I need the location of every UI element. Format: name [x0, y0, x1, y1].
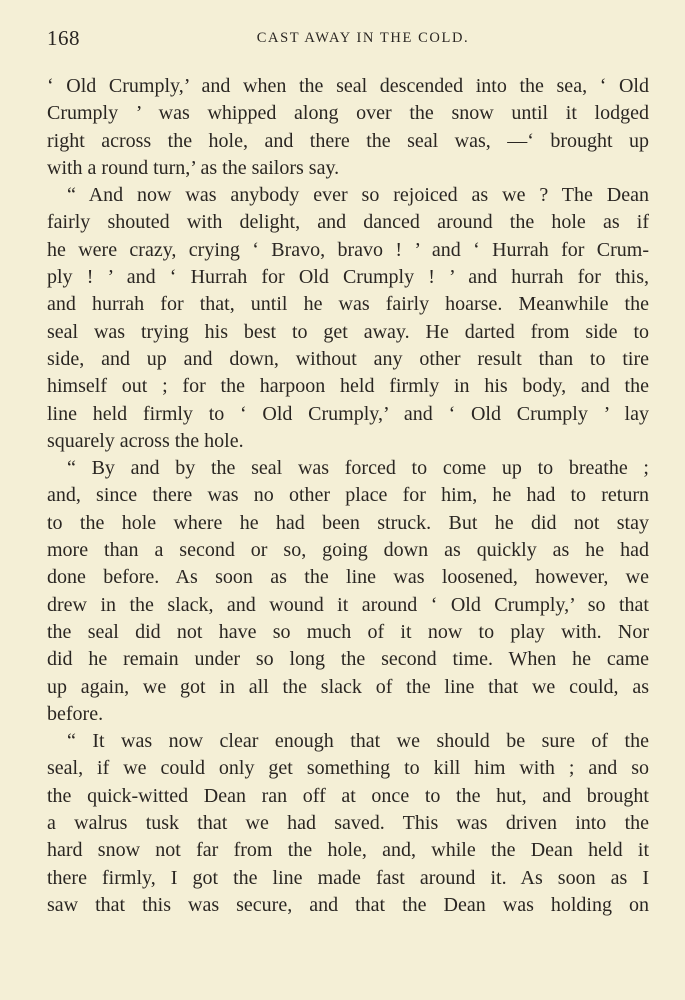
text-line: hard snow not far from the hole, and, while the Dean held it [47, 839, 649, 862]
text-line: ‘ Old Crumply,’ and when the seal descended into the sea, ‘ Old [47, 75, 649, 97]
text-line: “ By and by the seal was forced to come up to breathe ; [67, 457, 649, 480]
text-line: line held firmly to ‘ Old Crumply,’ and ‘ Old Crumply ’ lay [47, 402, 649, 425]
text-line: there firmly, I got the line made fast around it. As soon as I [47, 866, 649, 889]
text-line: drew in the slack, and wound it around ‘ Old Crumply,’ so that [47, 593, 649, 616]
text-line: “ And now was anybody ever so rejoiced as we ? The Dean [67, 184, 649, 207]
text-line: himself out ; for the harpoon held firmly in his body, and the [47, 375, 649, 398]
text-line: squarely across the hole. [47, 429, 244, 452]
page-number: 168 [47, 26, 80, 50]
text-line: seal, if we could only get something to kill him with ; and so [47, 757, 649, 780]
text-line: saw that this was secure, and that the Dean was holding on [47, 893, 649, 916]
text-line: and, since there was no other place for him, he had to return [47, 484, 649, 507]
paragraph [47, 455, 649, 728]
running-title: CAST AWAY IN THE COLD. [256, 30, 470, 46]
text-line: with a round turn,’ as the sailors say. [47, 156, 340, 179]
text-line: to the hole where he had been struck. But he did not stay [47, 511, 649, 534]
text-line: “ It was now clear enough that we should be sure of the [67, 730, 649, 753]
paragraph [47, 728, 649, 919]
text-line: ply ! ’ and ‘ Hurrah for Old Crumply ! ’ and hurrah for this, [47, 266, 649, 289]
paragraph [47, 182, 649, 455]
running-head [47, 26, 649, 50]
paragraph [47, 73, 649, 182]
text-line: the quick-witted Dean ran off at once to the hut, and brought [47, 784, 649, 807]
text-line: right across the hole, and there the seal was, —‘ brought up [47, 129, 649, 152]
body-text [47, 73, 649, 919]
text-line: more than a second or so, going down as quickly as he had [47, 539, 649, 562]
text-line: before. [47, 702, 104, 725]
text-line: did he remain under so long the second time. When he came [47, 648, 649, 671]
text-line: fairly shouted with delight, and danced around the hole as if [47, 211, 649, 234]
text-line: the seal did not have so much of it now to play with. Nor [47, 620, 649, 643]
text-line: a walrus tusk that we had saved. This was driven into the [47, 812, 649, 835]
text-line: and hurrah for that, until he was fairly hoarse. Meanwhile the [47, 293, 649, 316]
text-line: up again, we got in all the slack of the line that we could, as [47, 675, 649, 698]
text-line: done before. As soon as the line was loosened, however, we [47, 566, 649, 589]
text-line: he were crazy, crying ‘ Bravo, bravo ! ’ and ‘ Hurrah for Crum- [47, 238, 649, 261]
text-line: seal was trying his best to get away. He darted from side to [47, 320, 649, 343]
text-line: side, and up and down, without any other result than to tire [47, 347, 649, 370]
text-line: Crumply ’ was whipped along over the snow until it lodged [47, 102, 649, 125]
